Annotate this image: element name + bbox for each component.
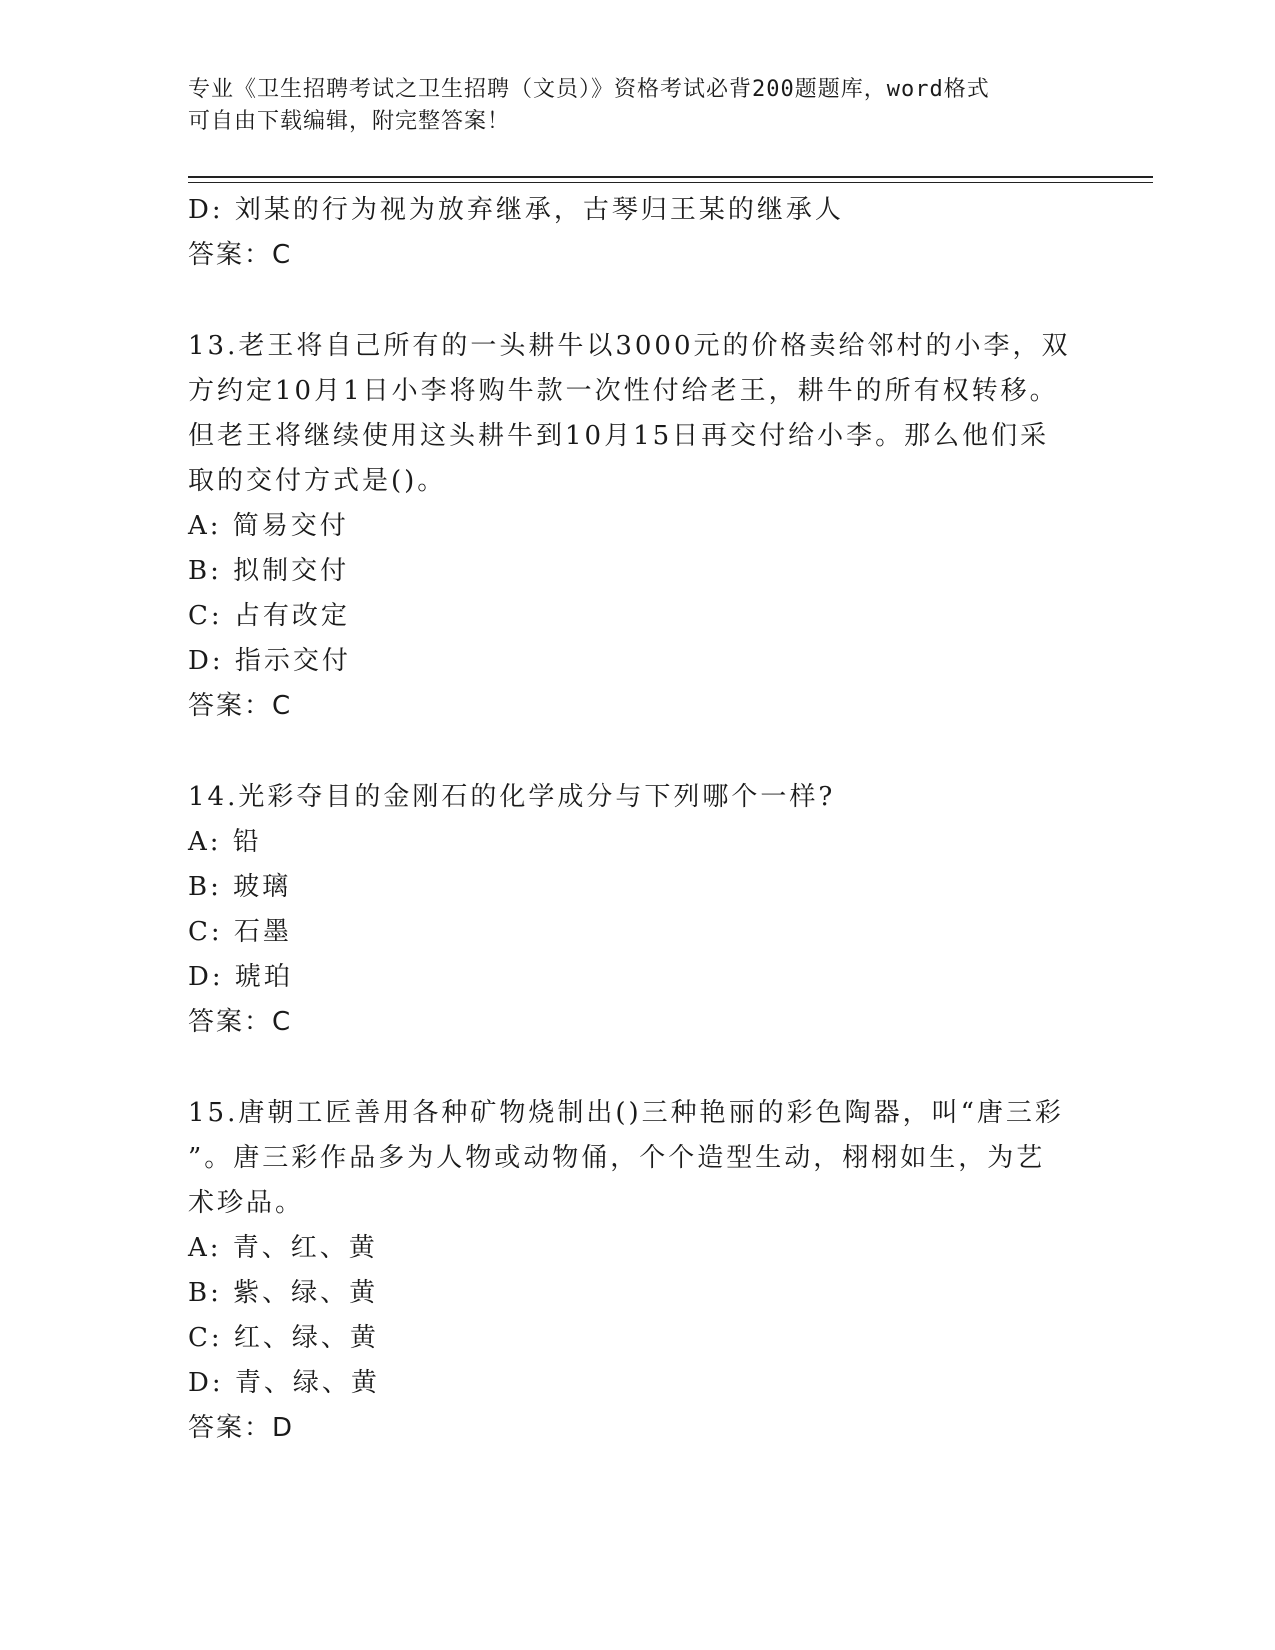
header-rule-thin — [188, 182, 1153, 183]
question-13-option-d: D: 指示交付 — [188, 646, 351, 676]
question-15-line-1: 15.唐朝工匠善用各种矿物烧制出()三种艳丽的彩色陶器，叫“唐三彩 — [188, 1098, 1064, 1128]
question-15-line-3: 术珍品。 — [188, 1188, 305, 1218]
spacer — [188, 1045, 1088, 1091]
question-14-option-b: B: 玻璃 — [188, 872, 292, 902]
question-13-line-1: 13.老王将自己所有的一头耕牛以3000元的价格卖给邻村的小李，双 — [188, 331, 1071, 361]
question-13-line-3: 但老王将继续使用这头耕牛到10月15日再交付给小李。那么他们采 — [188, 421, 1050, 451]
question-13-option-a: A: 简易交付 — [188, 511, 349, 541]
header-rule-thick — [188, 176, 1153, 178]
question-15-option-d: D: 青、绿、黄 — [188, 1368, 380, 1398]
question-content — [188, 188, 1088, 1451]
question-15-option-c: C: 红、绿、黄 — [188, 1323, 379, 1353]
document-header — [188, 74, 1088, 138]
spacer — [188, 729, 1088, 775]
question-13-line-2: 方约定10月1日小李将购牛款一次性付给老王，耕牛的所有权转移。 — [188, 376, 1059, 406]
header-line-2: 可自由下载编辑，附完整答案！ — [188, 109, 511, 134]
question-15-line-2: ”。唐三彩作品多为人物或动物俑，个个造型生动，栩栩如生，为艺 — [188, 1143, 1046, 1173]
question-13-option-b: B: 拟制交付 — [188, 556, 350, 586]
question-15-answer: 答案：D — [188, 1413, 295, 1443]
question-13 — [188, 324, 1088, 729]
question-14-option-c: C: 石墨 — [188, 917, 292, 947]
question-14-line-1: 14.光彩夺目的金刚石的化学成分与下列哪个一样? — [188, 782, 836, 812]
spacer — [188, 278, 1088, 324]
question-14-answer: 答案：C — [188, 1007, 293, 1037]
question-14-option-d: D: 琥珀 — [188, 962, 293, 992]
prev-option-d: D: 刘某的行为视为放弃继承，古琴归王某的继承人 — [188, 195, 844, 225]
prev-answer: 答案：C — [188, 240, 293, 270]
question-14-option-a: A: 铅 — [188, 827, 262, 857]
header-line-1: 专业《卫生招聘考试之卫生招聘（文员）》资格考试必背200题题库，word格式 — [188, 77, 990, 102]
question-13-line-4: 取的交付方式是()。 — [188, 466, 447, 496]
question-15-option-a: A: 青、红、黄 — [188, 1233, 378, 1263]
question-14 — [188, 775, 1088, 1045]
question-15 — [188, 1091, 1088, 1451]
question-13-answer: 答案：C — [188, 691, 293, 721]
question-13-option-c: C: 占有改定 — [188, 601, 350, 631]
question-15-option-b: B: 紫、绿、黄 — [188, 1278, 379, 1308]
